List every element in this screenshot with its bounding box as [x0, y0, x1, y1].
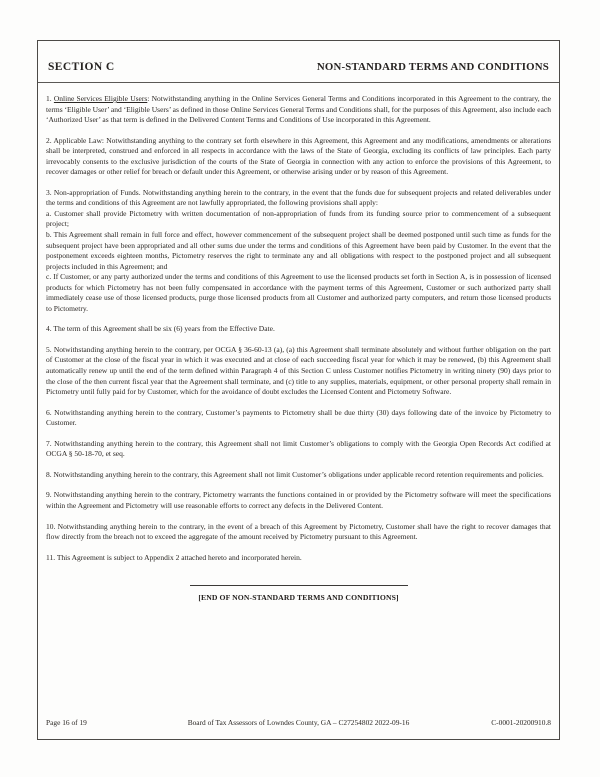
clause-2: 2. Applicable Law: Notwithstanding anything to the contrary set forth elsewhere in this Agreement, this Agreement and any modifications, amendments or alterations shall be interpreted, construed and enforced in all respects in accordance with the laws of the State of Georgia, excluding its conflicts of law principles. Each party irrevocably consents to the exclusive jurisdiction of the courts of the State of Georgia in connection with any action to enforce the provisions of this Agreement, to recover damages or other relief for breach or default under this Agreement, or otherwise arising under or by reason of this Agreement. — [46, 135, 551, 177]
clause-3-sub-b: b. This Agreement shall remain in full force and effect, however commencement of the subsequent project shall be deemed postponed until such time as funds for the subsequent project have been appropriated and all other sums due under the terms and conditions of this Agreement have been paid by Customer. In the event that the postponement exceeds eighteen months, Pictometry reserves the right to terminate any and all obligations with respect to the postponed project and all subsequent projects included in this Agreement; and — [46, 230, 551, 271]
clause-4: 4. The term of this Agreement shall be six (6) years from the Effective Date. — [46, 324, 275, 334]
end-of-terms-notice: [END OF NON-STANDARD TERMS AND CONDITIONS] — [198, 593, 399, 603]
footer-form-code: C-0001-20200910.8 — [491, 718, 551, 727]
clause-1-underlined-lead: Online Services Eligible Users — [53, 94, 148, 103]
document-header — [38, 41, 559, 83]
clause-11: 11. This Agreement is subject to Appendix 2 attached hereto and incorporated herein. — [46, 552, 302, 562]
page-title: NON-STANDARD TERMS AND CONDITIONS — [316, 61, 549, 73]
terms-body — [38, 83, 559, 604]
clause-1 — [46, 94, 551, 126]
footer-document-reference: Board of Tax Assessors of Lowndes County, GA – C27254802 2022-09-16 — [187, 718, 410, 727]
clause-7: 7. Notwithstanding anything herein to the contrary, this Agreement shall not limit Customer’s obligations to comply with the Georgia Open Records Act codified at OCGA § 50-18-70, et seq. — [46, 438, 551, 459]
clause-6: 6. Notwithstanding anything herein to the contrary, Customer’s payments to Pictometry shall be due thirty (30) days following date of the invoice by Pictometry to Customer. — [46, 407, 551, 428]
clause-3-sub-c: c. If Customer, or any party authorized under the terms and conditions of this Agreement to use the licensed products set forth in Section A, is in possession of licensed products for which Pictometry has not been fully compensated in accordance with the payment terms of this Agreement, Customer or such authorized party shall immediately cease use of those licensed products, purge those licensed products from all Customer and authorized party computers, and return those licensed products to Pictometry. — [46, 272, 551, 313]
clause-1-text: : Notwithstanding anything in the Online Services General Terms and Conditions incorporated in this Agreement to the contrary, the terms ‘Eligible User’ and ‘Eligible Users’ as defined in those Online Services General Terms and Conditions shall, for the purposes of this Agreement, also include each ‘Authorized User’ as that term is defined in the Delivered Content Terms and Conditions of Use incorporated in this Agreement. — [46, 94, 551, 125]
clause-3-intro: 3. Non-appropriation of Funds. Notwithstanding anything herein to the contrary, in the event that the funds due for subsequent projects and related deliverables under the terms and conditions of this Agreement are not lawfully appropriated, the following provisions shall apply: — [46, 187, 551, 208]
end-of-terms-rule — [190, 585, 408, 586]
clause-3-sub-a: a. Customer shall provide Pictometry with written documentation of non-appropriation of funds from its funding source prior to commencement of a subsequent project; — [46, 208, 551, 229]
clause-10: 10. Notwithstanding anything herein to the contrary, in the event of a breach of this Agreement by Pictometry, Customer shall have the right to recover damages that flow directly from the breach not to exceed the aggregate of the amount received by Pictometry pursuant to this Agreement. — [46, 521, 551, 542]
clause-8: 8. Notwithstanding anything herein to the contrary, this Agreement shall not limit Customer’s obligations under applicable record retention requirements and policies. — [46, 469, 544, 479]
clause-9: 9. Notwithstanding anything herein to the contrary, Pictometry warrants the functions contained in or provided by the Pictometry software will meet the specifications within the Agreement and Pictometry will use reasonable efforts to correct any defects in the Delivered Content. — [46, 490, 551, 510]
clause-1-number: 1. — [46, 94, 54, 103]
document-footer — [38, 718, 559, 727]
section-label: SECTION C — [48, 61, 115, 73]
footer-page-number: Page 16 of 19 — [46, 718, 87, 727]
clause-5: 5. Notwithstanding anything herein to the contrary, per OCGA § 36-60-13 (a), (a) this Agreement shall terminate absolutely and without further obligation on the part of Customer at the close of the fiscal year in which it was executed and at close of each succeeding fiscal year for which it may be renewed, (b) this Agreement shall automatically renew up until the end of the term defined within Paragraph 4 of this Section C unless Customer notifies Pictometry in writing ninety (90) days prior to the close of the then current fiscal year that the Agreement shall terminate, and (c) title to any supplies, materials, equipment, or other personal property shall remain in Pictometry until fully paid for by Customer, which for the avoidance of doubt excludes the Licensed Content and Pictometry Software. — [46, 344, 551, 397]
end-of-terms-block — [46, 585, 551, 604]
clause-3 — [46, 188, 551, 315]
document-border-frame — [37, 40, 560, 740]
